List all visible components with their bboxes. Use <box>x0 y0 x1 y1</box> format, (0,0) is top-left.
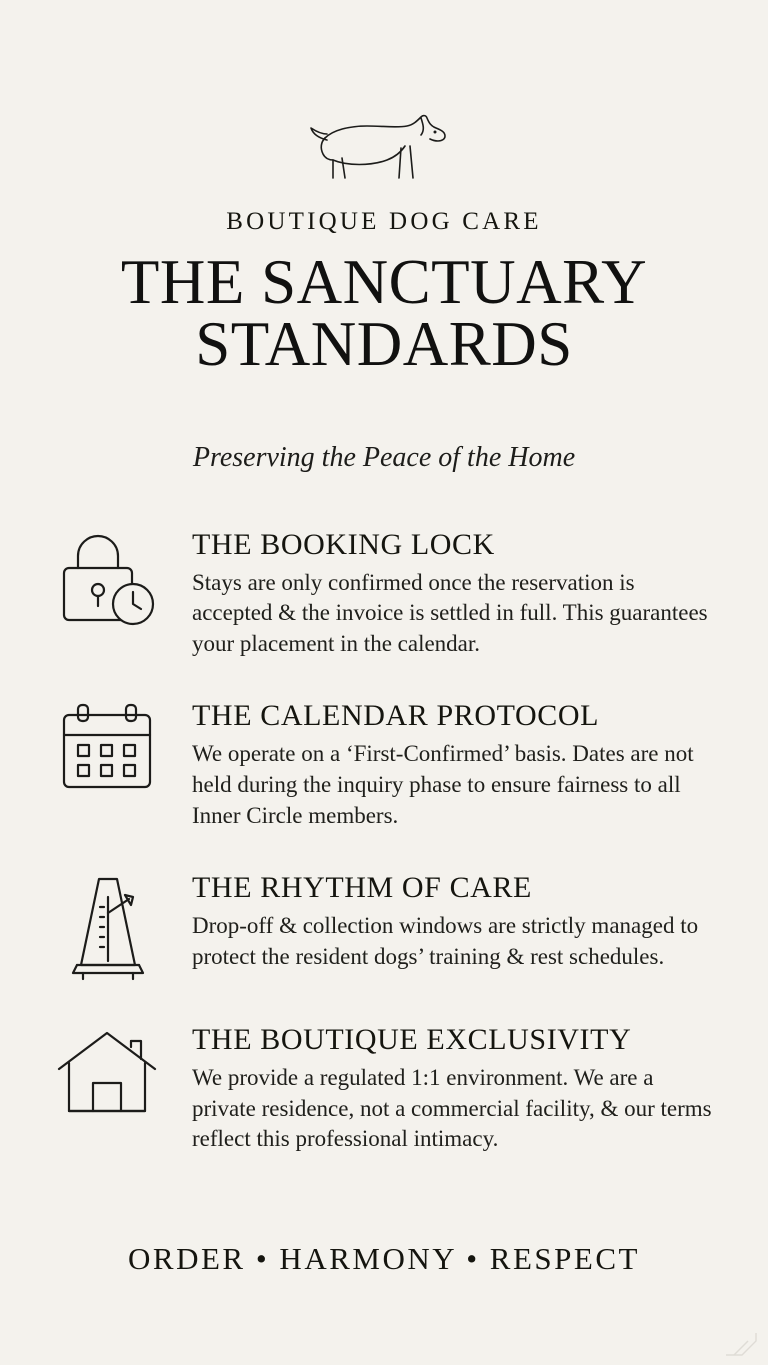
page-corner-icon <box>724 1331 758 1357</box>
section-title: THE CALENDAR PROTOCOL <box>192 699 600 733</box>
title-line-1: THE SANCTUARY <box>120 247 648 317</box>
list-item-body <box>192 526 720 660</box>
section-text: We operate on a ‘First-Confirmed’ basis. Dates are not held during the inquiry phase to ensure fairness to all Inner Circle members. <box>192 741 694 828</box>
standards-list <box>48 526 720 1155</box>
section-text: Drop-off & collection windows are strictly managed to protect the resident dogs’ training & rest schedules. <box>192 913 699 969</box>
house-icon <box>48 1021 168 1135</box>
title-line-2: STANDARDS <box>195 308 573 379</box>
page-title <box>120 247 648 379</box>
dog-outline-icon <box>309 108 459 190</box>
section-text: We provide a regulated 1:1 environment. We are a private residence, not a commercial facility, & our terms reflect this professional intimacy. <box>192 1065 712 1152</box>
section-text: Stays are only confirmed once the reservation is accepted & the invoice is settled in full. This guarantees your placement in the calendar. <box>192 569 708 656</box>
footer-tagline: ORDER • HARMONY • RESPECT <box>128 1241 640 1276</box>
subtitle-text: Preserving the Peace of the Home <box>192 441 576 473</box>
list-item <box>48 526 720 660</box>
list-item-body <box>192 1021 720 1155</box>
list-item-body <box>192 869 720 972</box>
section-title: THE BOOKING LOCK <box>192 527 495 561</box>
list-item <box>48 697 720 831</box>
metronome-icon <box>48 869 168 983</box>
list-item-body <box>192 697 720 831</box>
list-item <box>48 1021 720 1155</box>
section-title: THE BOUTIQUE EXCLUSIVITY <box>192 1023 632 1057</box>
eyebrow-text: BOUTIQUE DOG CARE <box>226 208 542 235</box>
calendar-icon <box>48 697 168 811</box>
padlock-clock-icon <box>48 526 168 640</box>
list-item <box>48 869 720 983</box>
section-title: THE RHYTHM OF CARE <box>192 871 532 905</box>
